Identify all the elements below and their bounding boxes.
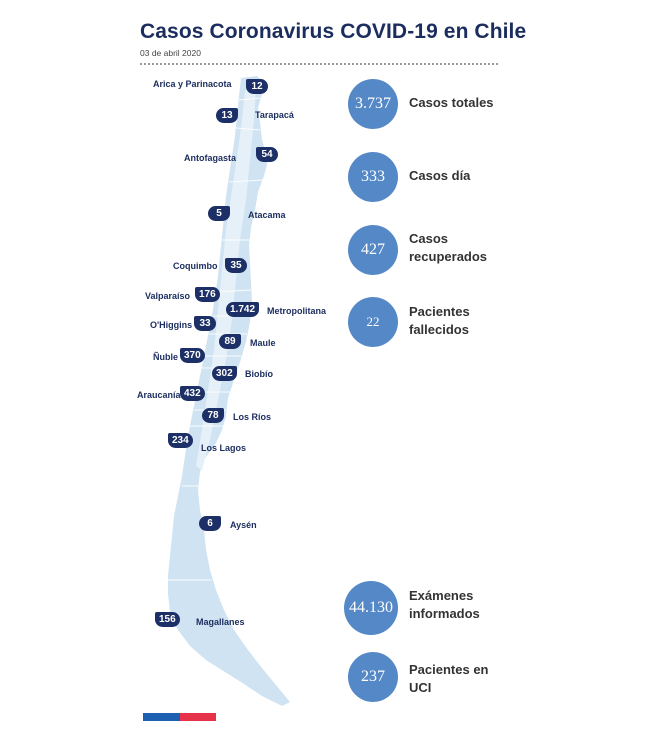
flag-red-segment (180, 713, 217, 721)
region-value-ohiggins: 33 (194, 316, 216, 331)
region-value-biobio: 302 (212, 366, 237, 381)
region-name-ohiggins: O'Higgins (150, 320, 193, 330)
region-value-aysen: 6 (199, 516, 221, 531)
region-value-metropolitana: 1.742 (226, 302, 259, 317)
stat-circle-recovered: 427 (348, 225, 398, 275)
region-value-araucania: 432 (180, 386, 205, 401)
region-name-magallanes: Magallanes (196, 617, 245, 627)
region-name-nuble: Ñuble (153, 352, 179, 362)
stat-label-day-line1: Casos día (409, 168, 471, 183)
region-name-biobio: Biobío (245, 369, 273, 379)
page-title: Casos Coronavirus COVID-19 en Chile (140, 20, 527, 43)
stat-circle-uci: 237 (348, 652, 398, 702)
region-value-loslagos: 234 (168, 433, 193, 448)
stat-label-total-line1: Casos totales (409, 95, 494, 110)
region-value-valparaiso: 176 (195, 287, 220, 302)
stat-label-uci-line2: UCI (409, 680, 432, 695)
stat-label-total (409, 94, 494, 112)
stat-label-day (409, 167, 470, 185)
stat-circle-total: 3.737 (348, 79, 398, 129)
stat-label-uci (409, 661, 489, 697)
region-name-araucania: Araucanía (137, 390, 181, 400)
region-value-nuble: 370 (180, 348, 205, 363)
region-value-magallanes: 156 (155, 612, 180, 627)
region-value-coquimbo: 35 (225, 258, 247, 273)
region-name-maule: Maule (250, 338, 276, 348)
region-name-aysen: Aysén (230, 520, 257, 530)
region-name-losrios: Los Ríos (233, 412, 272, 422)
stat-label-exams-line1: Exámenes (409, 588, 474, 603)
region-name-coquimbo: Coquimbo (173, 261, 218, 271)
region-value-maule: 89 (219, 334, 241, 349)
region-name-arica: Arica y Parinacota (153, 79, 232, 89)
stat-label-exams-line2: informados (409, 606, 480, 621)
chile-flag-bar (143, 713, 216, 721)
region-value-antofagasta: 54 (256, 147, 278, 162)
region-name-valparaiso: Valparaíso (145, 291, 191, 301)
region-value-arica: 12 (246, 79, 268, 94)
region-value-atacama: 5 (208, 206, 230, 221)
stat-circle-day: 333 (348, 152, 398, 202)
stat-label-deceased-line2: fallecidos (409, 322, 469, 337)
region-name-antofagasta: Antofagasta (184, 153, 237, 163)
stat-label-exams (409, 587, 480, 623)
region-name-loslagos: Los Lagos (201, 443, 247, 453)
flag-blue-segment (143, 713, 180, 721)
stat-label-recovered-line1: Casos (409, 231, 449, 246)
stat-circle-deceased: 22 (348, 297, 398, 347)
region-name-tarapaca: Tarapacá (255, 110, 294, 120)
region-name-metropolitana: Metropolitana (267, 306, 327, 316)
region-value-losrios: 78 (202, 408, 224, 423)
report-date: 03 de abril 2020 (140, 48, 201, 58)
stat-label-uci-line1: Pacientes en (409, 662, 489, 677)
stat-label-recovered (409, 230, 487, 266)
stat-circle-exams: 44.130 (344, 581, 398, 635)
stat-label-deceased-line1: Pacientes (409, 304, 470, 319)
stat-label-recovered-line2: recuperados (409, 249, 488, 264)
region-name-atacama: Atacama (248, 210, 286, 220)
stat-label-deceased (409, 303, 470, 339)
region-value-tarapaca: 13 (216, 108, 238, 123)
